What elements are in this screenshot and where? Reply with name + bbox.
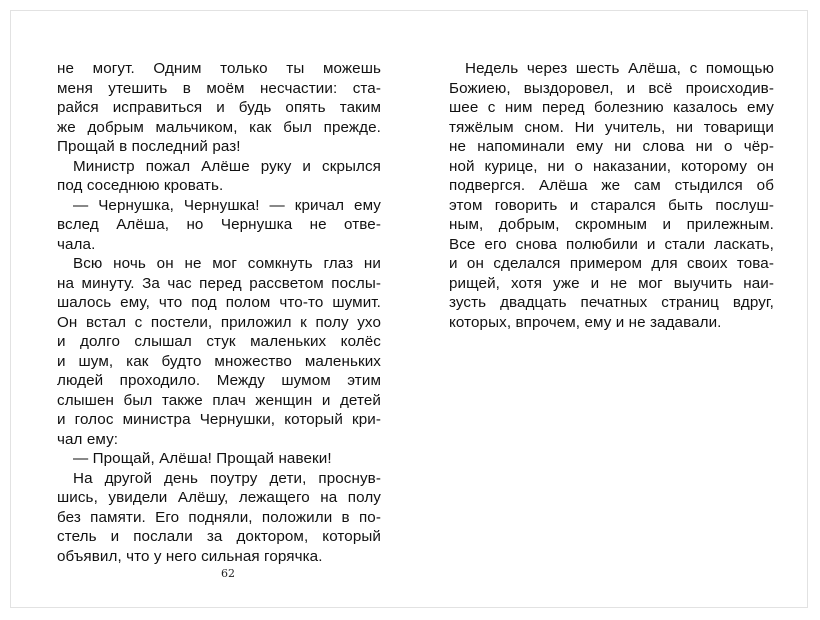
text-line: и он сделался примером для своих това-: [449, 255, 774, 272]
text-line: и голос министра Чернушки, который кри-: [57, 411, 381, 428]
text-line: чала.: [57, 235, 96, 253]
right-page-text: [449, 59, 774, 332]
text-line: людей проходило. Между шумом этим: [57, 372, 381, 389]
text-line: шись, увидели Алёшу, лежащего на полу: [57, 489, 381, 506]
text-line: вслед Алёша, но Чернушка не отве-: [57, 216, 381, 233]
text-line: райся исправиться и будь опять таким: [57, 99, 381, 116]
text-line: чал ему:: [57, 430, 119, 448]
text-line: Министр пожал Алёше руку и скрылся: [73, 157, 381, 175]
text-line: шее с ним перед болезнию казалось ему: [449, 99, 774, 116]
text-line: Все его снова полюбили и стали ласкать,: [449, 235, 774, 253]
text-line: — Прощай, Алёша! Прощай навеки!: [73, 450, 332, 467]
page-number: 62: [221, 567, 235, 580]
text-line: без памяти. Его подняли, положили в по-: [57, 508, 381, 526]
text-line: шалось ему, что под полом что-то шумит.: [57, 294, 381, 311]
text-line: рищей, хотя уже и не мог выучить наи-: [449, 274, 774, 292]
text-line: объявил, что у него сильная горячка.: [57, 547, 323, 565]
text-line: Божиею, выздоровел, и всё происходив-: [449, 79, 774, 97]
text-line: которых, впрочем, ему и не задавали.: [449, 313, 722, 331]
text-line: под соседнюю кровать.: [57, 177, 224, 194]
text-line: ным, добрым, скромным и прилежным.: [449, 216, 774, 233]
text-line: не могут. Одним только ты можешь: [57, 60, 381, 77]
text-line: Всю ночь он не мог сомкнуть глаз ни: [73, 255, 381, 272]
text-line: же добрым мальчиком, как был прежде.: [57, 118, 381, 136]
text-line: слышен был также плач женщин и детей: [57, 391, 381, 409]
text-line: тяжёлым сном. Ни учитель, ни товарищи: [449, 118, 774, 136]
text-line: на минуту. За час перед рассветом послы-: [57, 274, 381, 292]
text-line: Прощай в последний раз!: [57, 138, 241, 155]
text-line: этом говорить и старался быть послуш-: [449, 196, 774, 214]
text-line: Недель через шесть Алёша, с помощью: [465, 60, 774, 77]
text-line: и долго слышал стук маленьких колёс: [57, 333, 381, 350]
text-line: подвергся. Алёша же сам стыдился об: [449, 177, 774, 194]
text-line: зусть двадцать печатных страниц вдруг,: [449, 294, 774, 311]
text-line: Он встал с постели, приложил к полу ухо: [57, 313, 381, 331]
text-line: меня утешить в моём несчастии: ста-: [57, 79, 381, 97]
left-page-text: [57, 59, 381, 566]
text-line: стель и послали за доктором, который: [57, 528, 381, 545]
text-line: ной курице, ни о наказании, которому он: [449, 157, 774, 175]
text-line: На другой день поутру дети, проснув-: [73, 469, 381, 487]
text-line: — Чернушка, Чернушка! — кричал ему: [73, 196, 381, 214]
text-line: и шум, как будто множество маленьких: [57, 352, 381, 370]
book-spread: [10, 10, 808, 608]
text-line: не напоминали ему ни слова ни о чёр-: [449, 138, 774, 155]
